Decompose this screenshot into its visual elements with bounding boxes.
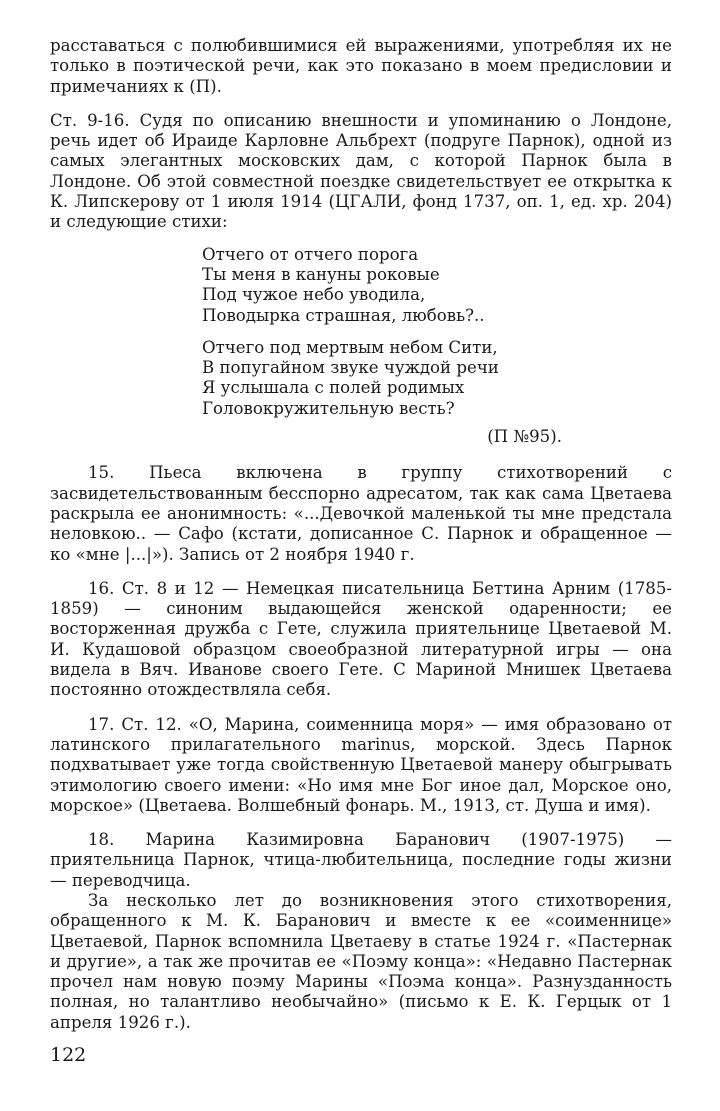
poem-line: Головокружительную весть? xyxy=(202,398,455,418)
paragraph-text: 15. Пьеса включена в группу стихотворений с засвидетельствованным бесспорно адресатом, так как сама Цветаева раскрыла ее анонимность: «...Девочкой маленькой ты мне предстала неловкою.. — Сафо (кстати, дописанное С. Парнок и обращенное — ко «мне |...|»). Запись от 2 ноября 1940 г. xyxy=(50,463,672,564)
poem-line: Я услышала с полей родимых xyxy=(202,378,465,398)
poem-reference: (П №95). xyxy=(487,427,562,447)
poem-stanza-1 xyxy=(202,245,672,326)
paragraph-continuation xyxy=(50,36,672,97)
poem-quotation xyxy=(202,245,672,419)
page-body xyxy=(50,36,672,1047)
paragraph-lines-9-16 xyxy=(50,111,672,233)
poem-line: Под чужое небо уводила, xyxy=(202,285,426,305)
note-15 xyxy=(50,463,672,564)
poem-line: Отчего под мертвым небом Сити, xyxy=(202,337,498,357)
poem-line: Поводырка страшная, любовь?.. xyxy=(202,305,485,325)
poem-stanza-2 xyxy=(202,338,672,419)
paragraph-text: 18. Марина Казимировна Баранович (1907-1975) — приятельница Парнок, чтица-любительница, последние годы жизни — переводчица. xyxy=(50,830,672,890)
note-18 xyxy=(50,830,672,1033)
paragraph-text: За несколько лет до возникновения этого стихотворения, обращенного к М. К. Баранович и вместе к ее «соименнице» Цветаевой, Парнок вспомнила Цветаеву в статье 1924 г. «Пастернак и другие», а так же прочитав ее «Поэму конца»: «Недавно Пастернак прочел нам новую поэму Марины «Поэма конца». Разнузданность полная, но талантливо необычайно» (письмо к Е. К. Герцык от 1 апреля 1926 г.). xyxy=(50,890,672,1032)
paragraph-text: Ст. 9-16. Судя по описанию внешности и упоминанию о Лондоне, речь идет об Ираиде Карловне Альбрехт (подруге Парнок), одной из самых элегантных московских дам, с которой Парнок была в Лондоне. Об этой совместной поездке свидетельствует ее открытка к К. Липскерову от 1 июля 1914 (ЦГАЛИ, фонд 1737, оп. 1, ед. хр. 204) и следующие стихи: xyxy=(50,110,672,232)
note-16 xyxy=(50,579,672,701)
note-17 xyxy=(50,715,672,816)
poem-line: Отчего от отчего порога xyxy=(202,244,419,264)
poem-line: Ты меня в кануны роковые xyxy=(202,264,440,284)
poem-line: В попугайном звуке чуждой речи xyxy=(202,358,499,378)
paragraph-text: 16. Ст. 8 и 12 — Немецкая писательница Беттина Арним (1785-1859) — синоним выдающейся женской одаренности; ее восторженная дружба с Гете, служила приятельнице Цветаевой М. И. Кудашовой образцом своеобразной литературной игры — она видела в Вяч. Иванове своего Гете. С Мариной Мнишек Цветаева постоянно отождествляла себя. xyxy=(50,578,672,700)
paragraph-text: 17. Ст. 12. «О, Марина, соименница моря» — имя образовано от латинского прилагательного marinus, морской. Здесь Парнок подхватывает уже тогда свойственную Цветаевой манеру обыгрывать этимологию своего имени: «Но имя мне Бог иное дал, Морское оно, морское» (Цветаева. Волшебный фонарь. М., 1913, ст. Душа и имя). xyxy=(50,714,672,815)
paragraph-text: расставаться с полюбившимися ей выражениями, употребляя их не только в поэтической речи, как это показано в моем предисловии и примечаниях к (П). xyxy=(50,36,672,96)
page-number: 122 xyxy=(50,1044,87,1066)
